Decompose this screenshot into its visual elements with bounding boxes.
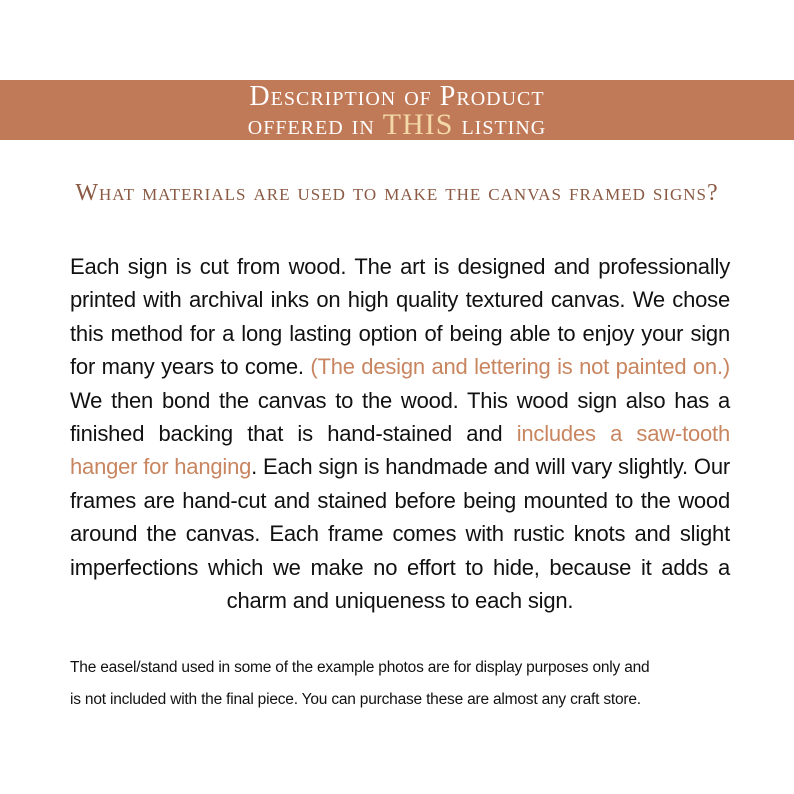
section-question: What materials are used to make the canvas framed signs? bbox=[75, 180, 719, 206]
description-highlight-painted: (The design and lettering is not painted on.) bbox=[310, 354, 730, 380]
easel-note-line1: The easel/stand used in some of the example photos are for display purposes only and bbox=[70, 659, 650, 676]
banner-title-line1: Description of Product bbox=[249, 81, 545, 112]
title-banner bbox=[0, 80, 794, 140]
banner-title-line2 bbox=[0, 108, 794, 141]
description-part3: . Each sign is handmade and will vary slightly. Our frames are hand-cut and stained before being mounted to the wood around the canvas. Each frame comes with rustic knots and slight imperfections which we make no effort to hide, because it adds a charm and uniqueness to each sign. bbox=[70, 454, 730, 614]
banner-accent-word: THIS bbox=[382, 108, 454, 141]
product-description bbox=[70, 250, 730, 617]
description-part1: Each sign is cut from wood. The art is designed and professionally printed with archival inks on high quality textured canvas. We chose this method for a long lasting option of being able to enjoy your sign for many years to come. bbox=[70, 254, 730, 380]
easel-note bbox=[70, 652, 735, 716]
description-part2: We then bond the canvas to the wood. This wood sign also has a finished backing that is hand-stained and bbox=[70, 387, 730, 447]
banner-line2-prefix: offered in bbox=[247, 110, 375, 141]
description-highlight-hanger: includes a saw-tooth hanger for hanging bbox=[70, 421, 730, 480]
easel-note-line2: is not included with the final piece. You can purchase these are almost any craft store. bbox=[70, 691, 641, 708]
banner-line2-suffix: listing bbox=[461, 110, 547, 141]
